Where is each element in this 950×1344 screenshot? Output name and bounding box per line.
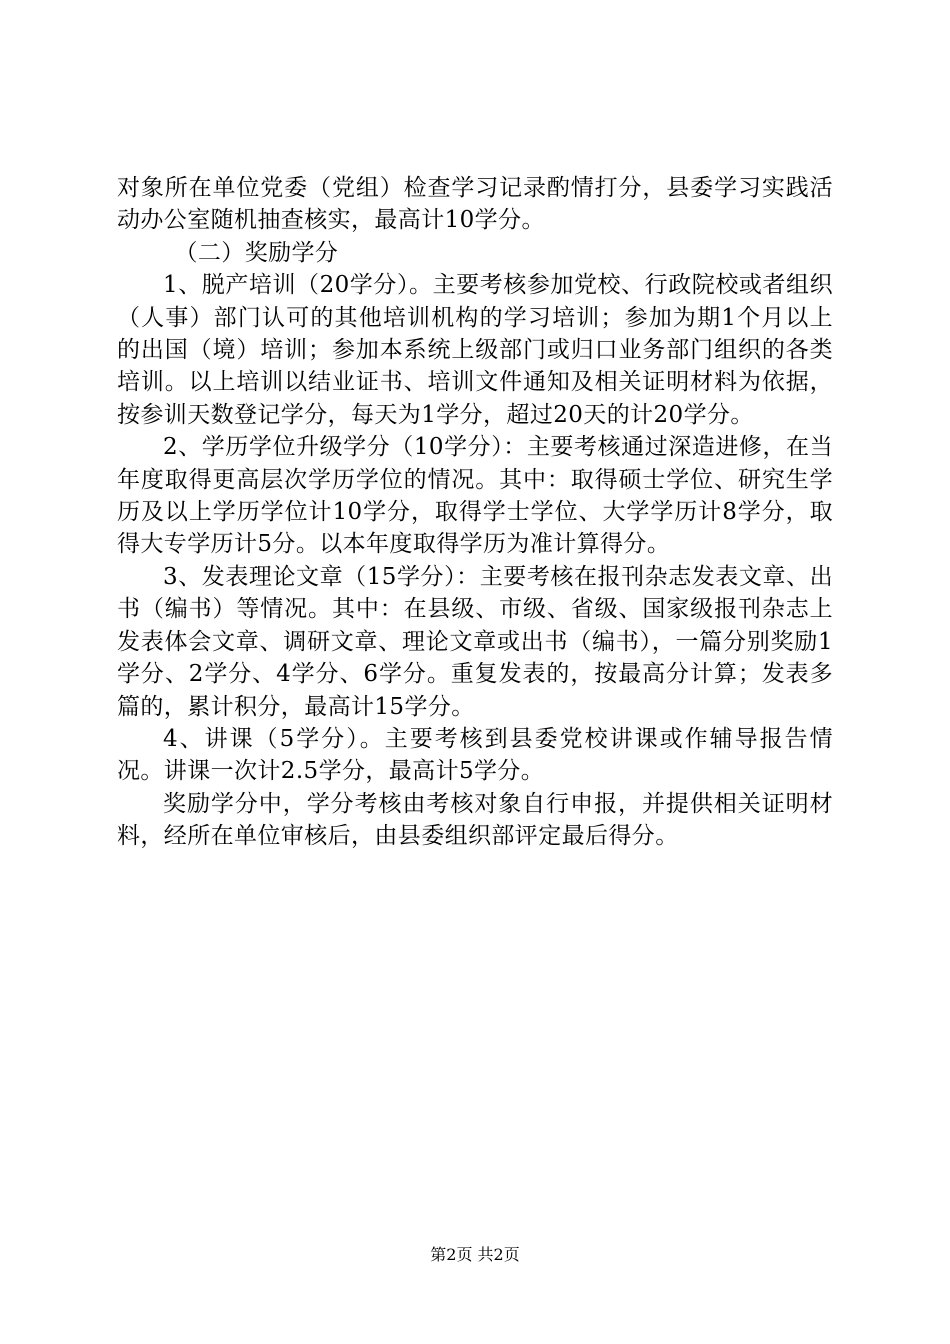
paragraph-reward-credit-review: 奖励学分中，学分考核由考核对象自行申报，并提供相关证明材料，经所在单位审核后，由县委组织部评定最后得分。 xyxy=(117,790,833,850)
paragraph-degree-upgrade: 2、学历学位升级学分（10学分）：主要考核通过深造进修，在当年度取得更高层次学历学位的情况。其中：取得硕士学位、研究生学历及以上学历学位计10学分，取得学士学位、大学学历计8学分，取得大专学历计5分。以本年度取得学历为准计算得分。 xyxy=(117,434,833,558)
page-number-footer: 第2页 共2页 xyxy=(430,1245,520,1264)
section-heading-reward-credits: （二）奖励学分 xyxy=(174,239,339,266)
paragraph-continuation: 对象所在单位党委（党组）检查学习记录酌情打分，县委学习实践活动办公室随机抽查核实，最高计10学分。 xyxy=(117,175,833,234)
document-body xyxy=(117,172,833,853)
paragraph-lecturing: 4、讲课（5学分）。主要考核到县委党校讲课或作辅导报告情况。讲课一次计2.5学分，最高计5学分。 xyxy=(117,725,833,785)
paragraph-publish-articles: 3、发表理论文章（15学分）：主要考核在报刊杂志发表文章、出书（编书）等情况。其中：在县级、市级、省级、国家级报刊杂志上发表体会文章、调研文章、理论文章或出书（编书），一篇分别奖励1学分、2学分、4学分、6学分。重复发表的，按最高分计算；发表多篇的，累计积分，最高计15学分。 xyxy=(117,563,833,720)
paragraph-full-time-training: 1、脱产培训（20学分）。主要考核参加党校、行政院校或者组织（人事）部门认可的其他培训机构的学习培训；参加为期1个月以上的出国（境）培训；参加本系统上级部门或归口业务部门组织的各类培训。以上培训以结业证书、培训文件通知及相关证明材料为依据，按参训天数登记学分，每天为1学分，超过20天的计20学分。 xyxy=(117,272,833,428)
